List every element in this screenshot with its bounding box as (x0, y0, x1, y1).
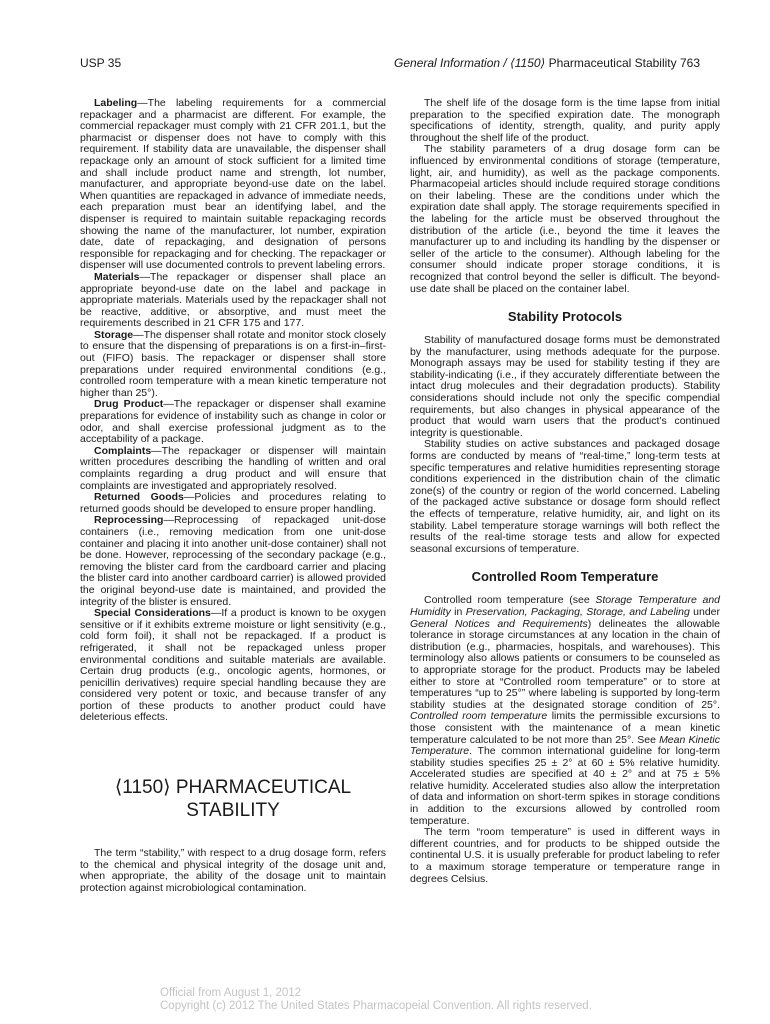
text-materials: —The repackager or dispenser shall place an appropriate beyond-use date on the label and package in appropriate materials. Materials used by the repackager shall not be reactive, additive, or absorptive, and must meet the requirements described in 21 CFR 175 and 177. (80, 270, 386, 330)
paragraph-materials (80, 272, 386, 330)
footer-official-date: Official from August 1, 2012 (160, 987, 302, 999)
text-special-considerations: —If a product is known to be oxygen sensitive or if it exhibits extreme moisture or light sensitivity (e.g., cold form foil), it shall not be repackaged. If a product is refrigerated, it shall not be repackaged unless proper environmental conditions and suitable materials are available. Certain drug products (e.g., oncologic agents, hormones, or penicillin derivatives) require special handling because they are considered very potent or toxic, and because transfer of any portion of these products to another product could have deleterious effects. (80, 607, 386, 724)
term-reprocessing: Reprocessing (94, 514, 164, 527)
paragraph-controlled-room-temperature (410, 595, 720, 827)
term-drug-product: Drug Product (94, 398, 164, 411)
left-column (80, 98, 386, 894)
crt-text-e: under (689, 605, 720, 618)
crt-ref-mkt: Mean Kinetic Temperature (410, 733, 720, 758)
chapter-title-line-2: STABILITY (186, 800, 280, 822)
paragraph-room-temperature: The term “room temperature” is used in different ways in different countries, and for products to be shipped outside the continental U.S. it is usually preferable for product labeling to refer to a maximum storage temperature or temperature range in degrees Celsius. (410, 826, 720, 885)
crt-ref-preservation: Preservation, Packaging, Storage, and Labeling (465, 605, 690, 618)
crt-text-i: limits the permissible excursions to those consistent with the maintenance of a mean kinetic temperature calculated to be not more than 25°. See (410, 710, 720, 746)
term-materials: Materials (94, 270, 140, 283)
heading-stability-protocols: Stability Protocols (507, 309, 623, 325)
running-head-left: USP 35 (80, 56, 122, 70)
right-column (410, 98, 720, 885)
crt-italic-term: Controlled room temperature (410, 710, 548, 723)
running-head-title-page: Pharmaceutical Stability 763 (545, 56, 700, 70)
text-reprocessing: —Reprocessing of repackaged unit-dose containers (i.e., removing medication from one unit-dose container and placing it into another unit-dose container) shall not be done. However, reprocessing of the secondary package (e.g., removing the blister card from the cardboard carrier and placing the blister card into another cardboard carrier) is allowed provided the original beyond-use date is maintained, and provided the integrity of the blister is ensured. (80, 514, 386, 608)
text-labeling: —The labeling requirements for a commercial repackager and a pharmacist are different. For example, the commercial repackager must comply with 21 CFR 201.1, but the pharmacist or dispenser does not have to comply with this requirement. If stability data are unavailable, the dispenser shall repackage only an amount of stock sufficient for a limited time and shall include product name and strength, lot number, manufacturer, and appropriate beyond-use date on the label. When quantities are repackaged in advance of immediate needs, each preparation must bear an identifying label, and the dispenser is required to maintain suitable repackaging records showing the name of the manufacturer, lot number, expiration date, date of repackaging, and designation of persons responsible for repackaging and for checking. The repackager or dispenser will use documented controls to prevent labeling errors. (80, 97, 386, 272)
chapter-title-line-1: ⟨1150⟩ PHARMACEUTICAL (114, 777, 352, 799)
crt-text-c: in (450, 605, 466, 618)
paragraph-complaints (80, 446, 386, 492)
text-storage: —The dispenser shall rotate and monitor stock closely to ensure that the dispensing of preparations is on a first-in–first-out (FIFO) basis. The repackager or dispenser shall store preparations under required environmental conditions (e.g., controlled room temperature with a mean kinetic temperature not higher than 25°). (80, 328, 386, 399)
chapter-title (80, 776, 386, 822)
crt-text-g: ) delineates the allowable tolerance in storage circumstances at any location in the chain of distribution (e.g., pharmacies, hospitals, and warehouses). This terminology also allows patients or consumers to be counseled as to appropriate storage for the product. Products may be labeled either to store at “Controlled room temperature” or to store at temperatures “up to 25°” where labeling is supported by long-term stability studies at the designated storage condition of 25°. (410, 617, 720, 711)
copyright-footer (160, 987, 592, 1013)
paragraph-intro: The term “stability,” with respect to a drug dosage form, refers to the chemical and physical integrity of the dosage unit and, when appropriate, the ability of the dosage unit to maintain protection against microbiological contamination. (80, 847, 386, 894)
paragraph-special-considerations (80, 608, 386, 724)
paragraph-stability-manufactured: Stability of manufactured dosage forms must be demonstrated by the manufacturer, using methods adequate for the purpose. Monograph assays may be used for stability testing if they are stability-indicating (i.e., if they accurately differentiate between the intact drug molecules and their degradation products). Stability considerations should include not only the specific compendial requirements, but also changes in physical appearance of the product that would warn users that the product’s continued integrity is questionable. (410, 334, 720, 439)
term-storage: Storage (94, 328, 134, 341)
paragraph-storage (80, 330, 386, 400)
term-special-considerations: Special Considerations (94, 607, 211, 620)
paragraph-returned-goods (80, 492, 386, 515)
paragraph-drug-product (80, 399, 386, 445)
paragraph-reprocessing (80, 515, 386, 608)
text-drug-product: —The repackager or dispenser shall examine preparations for evidence of instability such as change in color or odor, and shall exercise professional judgment as to the acceptability of a package. (80, 398, 386, 446)
paragraph-stability-parameters: The stability parameters of a drug dosage form can be influenced by environmental conditions of storage (temperature, light, air, and humidity), as well as the package components. Pharmacopeial articles should include required storage conditions on their labeling. These are the conditions under which the expiration date shall apply. The storage requirements specified in the labeling for the article must be observed throughout the distribution of the article (i.e., beyond the time it leaves the manufacturer up to and including its handling by the dispenser or seller of the article to the consumer). Although labeling for the consumer should indicate proper storage conditions, it is recognized that control beyond the seller is difficult. The beyond-use date shall be placed on the container label. (410, 143, 720, 295)
running-head-right (394, 56, 700, 70)
crt-text-a: Controlled room temperature (see (424, 594, 596, 607)
page-header (80, 56, 700, 72)
paragraph-labeling (80, 98, 386, 272)
term-labeling: Labeling (94, 97, 138, 109)
paragraph-shelf-life: The shelf life of the dosage form is the time lapse from initial preparation to the specified expiration date. The monograph specifications of identity, strength, quality, and purity apply throughout the shelf life of the product. (410, 97, 720, 144)
text-complaints: —The repackager or dispenser will maintain written procedures describing the handling of written and oral complaints regarding a drug product and will ensure that complaints are investigated and appropriately resolved. (80, 444, 386, 492)
crt-ref-storage-temp: Storage Temperature and Humidity (410, 594, 720, 618)
text-returned-goods: —Policies and procedures relating to returned goods should be developed to ensure proper handling. (80, 491, 386, 515)
crt-ref-general-notices: General Notices and Requirements (410, 617, 588, 630)
term-returned-goods: Returned Goods (94, 491, 184, 504)
footer-copyright: Copyright (c) 2012 The United States Pharmacopeial Convention. All rights reserved. (160, 1000, 592, 1012)
running-head-section: General Information / ⟨1150⟩ (394, 56, 546, 70)
term-complaints: Complaints (94, 444, 152, 457)
heading-controlled-room-temperature: Controlled Room Temperature (471, 569, 659, 585)
crt-text-k: . The common international guideline for long-term stability studies specifies 25 ± 2° at 60 ± 5% relative humidity. Accelerated studies are specified at 40 ± 2° and at 75 ± 5% relative humidity. Accelerated studies also allow the interpretation of data and information on short-term spikes in storage conditions in addition to the excursions allowed by controlled room temperature. (410, 745, 720, 827)
paragraph-stability-studies: Stability studies on active substances and packaged dosage forms are conducted by means of “real-time,” long-term tests at specific temperatures and relative humidities representing storage conditions experienced in the distribution chain of the climatic zone(s) of the country or region of the world concerned. Labeling of the packaged active substance or dosage form should reflect the effects of temperature, relative humidity, air, and light on its stability. Label temperature storage warnings will both reflect the results of the real-time storage tests and allow for expected seasonal excursions of temperature. (410, 438, 720, 555)
